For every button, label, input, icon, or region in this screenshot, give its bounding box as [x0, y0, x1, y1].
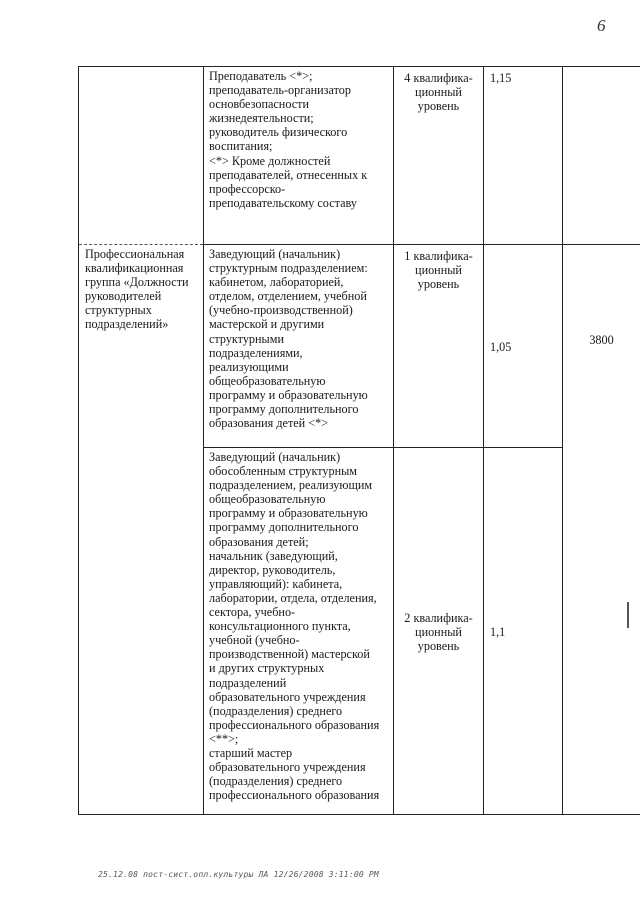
- coefficient-cell: 1,15: [484, 67, 563, 245]
- page-number: 6: [597, 16, 606, 35]
- salary-cell: 3800: [563, 245, 640, 815]
- table-row: [79, 245, 640, 448]
- positions-text: Преподаватель <*>; преподаватель-организатор основбезопасности жизнедеятельности; руководитель физического воспитания; <*> Кроме должностей преподавателей, отнесенных к профессорско- преподавательскому составу: [209, 69, 368, 210]
- qualification-level-cell: [394, 245, 484, 448]
- qualification-level-cell: [394, 448, 484, 815]
- margin-mark: [627, 602, 629, 628]
- group-cell: [79, 67, 204, 245]
- qualification-level-cell: [394, 67, 484, 245]
- qualification-level-text: 2 квалифика- ционный уровень: [404, 610, 473, 654]
- qualification-table: [78, 66, 640, 815]
- footer-stamp: 25.12.08 пост-сист.опл.культуры ЛА 12/26/2008 3:11:00 PM: [98, 870, 379, 879]
- group-title: Профессиональная квалификационная группа «Должности руководителей структурных подразделений»: [85, 247, 189, 332]
- coefficient-cell: 1,05: [484, 245, 563, 448]
- qualification-level-text: 1 квалифика- ционный уровень: [404, 249, 473, 292]
- table-row: [79, 67, 640, 245]
- positions-text: Заведующий (начальник) структурным подразделением: кабинетом, лабораторией, отделом, отделением, учебной (учебно-производственной) мастерской и другими структурными подразделениями, реализующими общеобразовательную программу и образовательную программу дополнительного образования детей <*>: [209, 247, 368, 431]
- salary-cell: [563, 67, 640, 245]
- coefficient-cell: 1,1: [484, 448, 563, 815]
- positions-cell: [204, 448, 394, 815]
- positions-cell: [204, 67, 394, 245]
- group-cell: [79, 245, 204, 815]
- positions-cell: [204, 245, 394, 448]
- qualification-level-text: 4 квалифика- ционный уровень: [404, 71, 473, 114]
- positions-text: Заведующий (начальник) обособленным структурным подразделением, реализующим общеобразовательную программу и образовательную программу дополнительного образования детей; начальник (заведующий, директор, руководитель, управляющий): кабинета, лаборатории, отдела, отделения, сектора, учебно- консультационного пункта, учебной (учебно- производственной) мастерской и других структурных подразделений образовательного учреждения (подразделения) среднего профессионального образования <**>; старший мастер образовательного учреждения (подразделения) среднего профессионального образования: [209, 450, 380, 803]
